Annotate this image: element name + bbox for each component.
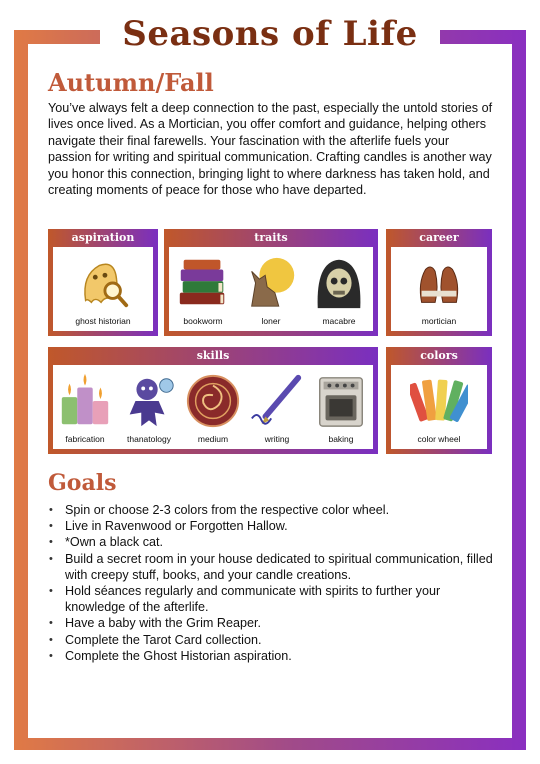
item-label: fabrication xyxy=(65,434,105,444)
goals-list xyxy=(48,502,494,664)
trait-item-loner xyxy=(238,254,304,331)
colors-item xyxy=(406,372,472,449)
aspiration-heading: aspiration xyxy=(71,230,135,244)
traits-heading: traits xyxy=(254,230,288,244)
career-panel xyxy=(386,229,492,336)
quill-pen-icon xyxy=(248,372,306,430)
title-band xyxy=(100,14,440,54)
trait-item-macabre xyxy=(306,254,372,331)
skill-item-thanatology xyxy=(117,372,181,449)
goal-item: • Have a baby with the Grim Reaper. xyxy=(48,615,494,631)
skill-item-baking xyxy=(309,372,373,449)
trait-item-bookworm xyxy=(170,254,236,331)
skill-item-medium xyxy=(181,372,245,449)
item-label: medium xyxy=(197,434,229,444)
item-label: ghost historian xyxy=(75,316,131,326)
skills-panel xyxy=(48,347,378,454)
item-label: baking xyxy=(328,434,354,444)
medium-orb-icon xyxy=(184,372,242,430)
hooded-skull-icon xyxy=(310,254,368,312)
voodoo-doll-icon xyxy=(120,372,178,430)
goals-title: Goals xyxy=(48,470,117,496)
career-heading: career xyxy=(419,230,459,244)
item-label: bookworm xyxy=(183,316,223,326)
skill-item-writing xyxy=(245,372,309,449)
goal-item: • Live in Ravenwood or Forgotten Hallow. xyxy=(48,518,494,534)
aspiration-panel xyxy=(48,229,158,336)
page-title: Seasons of Life xyxy=(122,14,418,54)
goal-item: • Hold séances regularly and communicate with spirits to further your knowledge of the afterlife. xyxy=(48,583,494,615)
colors-panel xyxy=(386,347,492,454)
goal-item: • Spin or choose 2-3 colors from the respective color wheel. xyxy=(48,502,494,518)
season-title: Autumn/Fall xyxy=(48,68,214,97)
goal-item: • Complete the Tarot Card collection. xyxy=(48,632,494,648)
item-label: macabre xyxy=(322,316,356,326)
item-label: writing xyxy=(264,434,290,444)
feet-icon xyxy=(410,254,468,312)
colors-heading: colors xyxy=(420,348,458,362)
wolf-moon-icon xyxy=(242,254,300,312)
goal-item: • Complete the Ghost Historian aspiration. xyxy=(48,648,494,664)
item-label: thanatology xyxy=(127,434,171,444)
item-label: mortician xyxy=(421,316,457,326)
item-label: loner xyxy=(261,316,281,326)
books-icon xyxy=(174,254,232,312)
goal-item: • *Own a black cat. xyxy=(48,534,494,550)
skills-heading: skills xyxy=(196,348,230,362)
color-swatch-icon xyxy=(410,372,468,430)
item-label: color wheel xyxy=(417,434,461,444)
aspiration-item xyxy=(70,254,136,331)
traits-panel xyxy=(164,229,378,336)
goal-item: • Build a secret room in your house dedicated to spiritual communication, filled with creepy stuff, books, and your candle creations. xyxy=(48,551,494,583)
ghost-magnifier-icon xyxy=(74,254,132,312)
career-item xyxy=(406,254,472,331)
candles-icon xyxy=(56,372,114,430)
oven-icon xyxy=(312,372,370,430)
season-intro: You’ve always felt a deep connection to the past, especially the untold stories of lives once lived. As a Mortician, you offer comfort and guidance, helping others navigate their final farewells. Your fascination with the afterlife fuels your passion for writing and spiritual communication. Crafting candles is another way you honor this connection, bringing light to where darkness has taken hold, and creating moments of peace for those who have departed. xyxy=(48,101,493,198)
skill-item-fabrication xyxy=(53,372,117,449)
